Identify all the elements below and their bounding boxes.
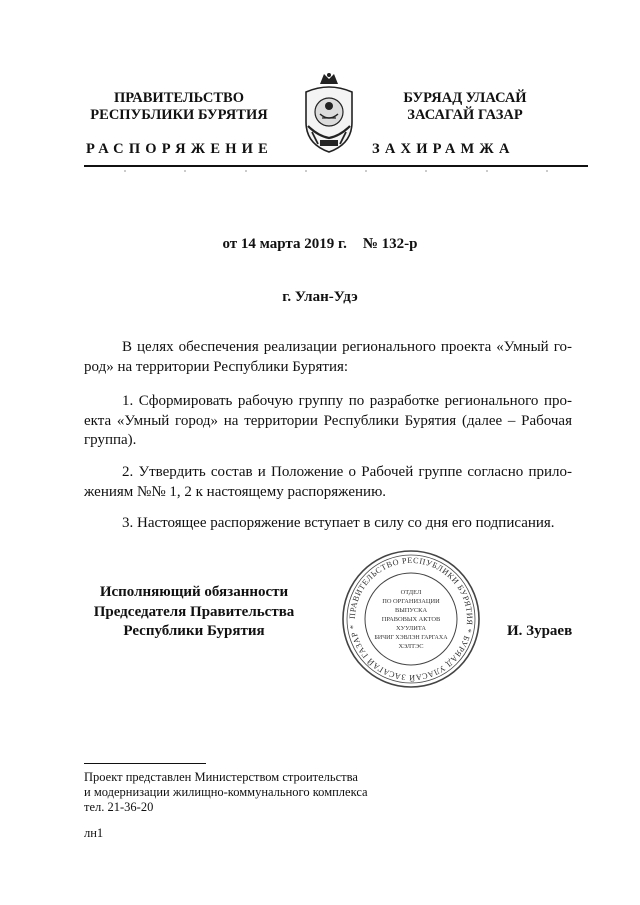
document-number: № 132-р	[362, 236, 418, 252]
header-right-line1: БУРЯАД УЛАСАЙ	[403, 90, 527, 106]
stamp-line-5: ХУУЛИТА	[395, 625, 427, 632]
paragraph-preamble: В целях обеспечения реализации регионального проекта «Умный го-род» на территории Республики Бурятия:	[84, 339, 572, 375]
footer-line2: и модернизации жилищно-коммунального комплекса	[84, 785, 368, 799]
header-right-line2: ЗАСАГАЙ ГАЗАР	[407, 107, 523, 123]
header-left-line1: ПРАВИТЕЛЬСТВО	[114, 90, 244, 106]
document-city: г. Улан-Удэ	[282, 289, 358, 305]
stamp-ring-text: ПРАВИТЕЛЬСТВО РЕСПУБЛИКИ БУРЯТИЯ * БУРЯАД УЛАСАЙ ЗАСАГАЙ ГАЗАР *	[347, 555, 475, 683]
stamp-line-7: ХЭЛТЭС	[398, 643, 424, 650]
footer-phone: тел. 21-36-20	[84, 800, 154, 814]
paragraph-item-2: 2. Утвердить состав и Положение о Рабочей группе согласно прило-жениям №№ 1, 2 к настоящему распоряжению.	[84, 464, 572, 500]
signatory-name: И. Зураев	[507, 623, 573, 639]
stamp-line-6: БИЧИГ ХЭВЛЭН ГАРГАХА	[374, 635, 448, 641]
footer-divider	[84, 763, 206, 764]
signatory-title	[84, 583, 304, 642]
footer-code: лн1	[84, 826, 104, 840]
coat-of-arms-icon	[298, 70, 360, 156]
header-divider	[84, 165, 588, 167]
footer-line1: Проект представлен Министерством строительства	[84, 770, 358, 784]
document-date-line	[0, 236, 640, 253]
header-right-doc-type: ЗАХИРАМЖА	[372, 141, 515, 157]
dotted-line	[84, 170, 588, 174]
stamp-line-3: ВЫПУСКА	[394, 607, 428, 614]
signatory-title-line2: Председателя Правительства	[93, 603, 295, 620]
footer-note	[84, 770, 368, 815]
signatory-title-line1: Исполняющий обязанности	[99, 584, 289, 600]
stamp-line-4: ПРАВОВЫХ АКТОВ	[381, 616, 441, 623]
document-date: от 14 марта 2019 г.	[222, 236, 347, 252]
stamp-line-2: ПО ОРГАНИЗАЦИИ	[382, 598, 440, 605]
header-left-doc-type: РАСПОРЯЖЕНИЕ	[86, 141, 274, 157]
paragraph-item-1: 1. Сформировать рабочую группу по разработке регионального про-екта «Умный город» на территории Республики Бурятия (далее – Рабочая группа).	[84, 393, 572, 448]
paragraph-item-3: 3. Настоящее распоряжение вступает в силу со дня его подписания.	[122, 515, 555, 531]
header-right-block	[370, 90, 560, 124]
header-left-block	[84, 90, 274, 124]
header-left-line2: РЕСПУБЛИКИ БУРЯТИЯ	[90, 107, 268, 123]
stamp-line-1: ОТДЕЛ	[400, 589, 422, 596]
official-stamp	[340, 548, 482, 690]
signatory-title-line3: Республики Бурятия	[123, 623, 265, 639]
